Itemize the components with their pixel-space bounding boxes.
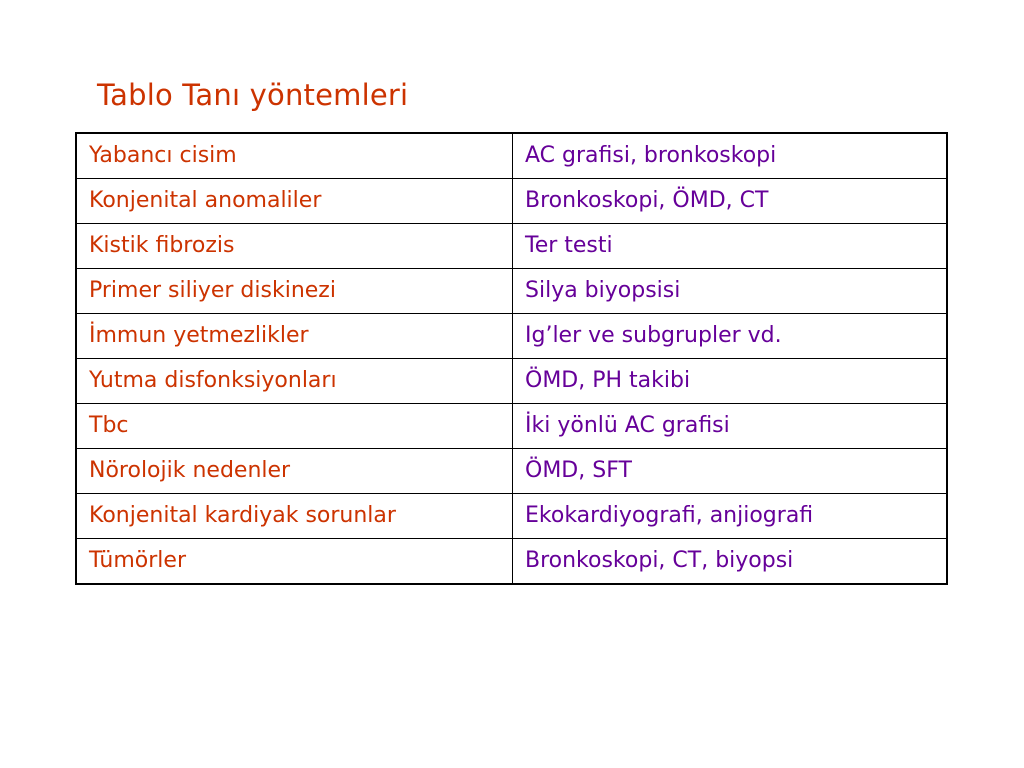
condition-cell: Tbc <box>76 404 513 449</box>
table-row <box>76 224 947 269</box>
condition-cell: Kistik fibrozis <box>76 224 513 269</box>
condition-cell: İmmun yetmezlikler <box>76 314 513 359</box>
table-row <box>76 133 947 179</box>
method-cell: AC grafisi, bronkoskopi <box>513 133 948 179</box>
method-cell: Bronkoskopi, ÖMD, CT <box>513 179 948 224</box>
table-row <box>76 449 947 494</box>
method-cell: Bronkoskopi, CT, biyopsi <box>513 539 948 585</box>
slide-title: Tablo Tanı yöntemleri <box>97 78 409 112</box>
method-cell: Ter testi <box>513 224 948 269</box>
method-cell: İki yönlü AC grafisi <box>513 404 948 449</box>
table-row <box>76 179 947 224</box>
table-row <box>76 314 947 359</box>
condition-cell: Primer siliyer diskinezi <box>76 269 513 314</box>
condition-cell: Konjenital anomaliler <box>76 179 513 224</box>
table-row <box>76 269 947 314</box>
condition-cell: Tümörler <box>76 539 513 585</box>
method-cell: Ig’ler ve subgrupler vd. <box>513 314 948 359</box>
method-cell: ÖMD, SFT <box>513 449 948 494</box>
diagnosis-methods-table <box>75 132 948 585</box>
table-row <box>76 494 947 539</box>
table-row <box>76 359 947 404</box>
table-row <box>76 404 947 449</box>
condition-cell: Yutma disfonksiyonları <box>76 359 513 404</box>
method-cell: ÖMD, PH takibi <box>513 359 948 404</box>
method-cell: Silya biyopsisi <box>513 269 948 314</box>
table-row <box>76 539 947 585</box>
method-cell: Ekokardiyografi, anjiografi <box>513 494 948 539</box>
condition-cell: Nörolojik nedenler <box>76 449 513 494</box>
condition-cell: Yabancı cisim <box>76 133 513 179</box>
condition-cell: Konjenital kardiyak sorunlar <box>76 494 513 539</box>
